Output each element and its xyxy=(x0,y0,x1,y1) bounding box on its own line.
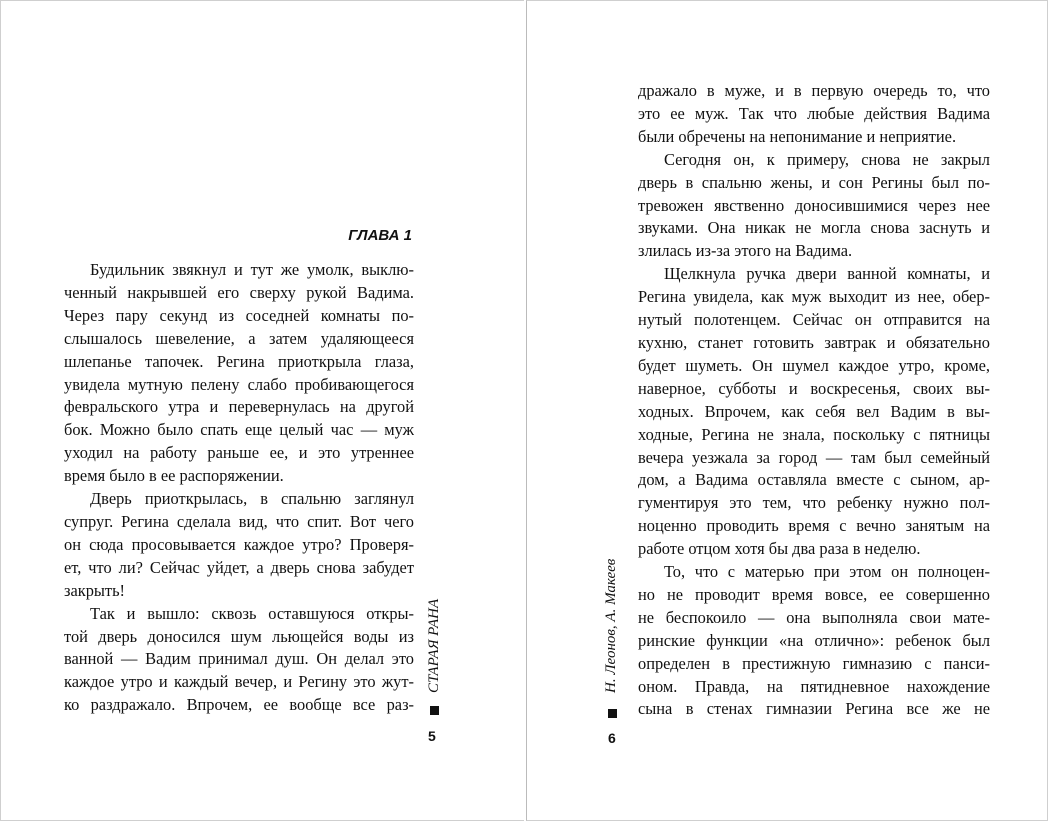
text-line: это ее муж. Так что любые действия Вадима xyxy=(638,103,990,123)
text-line: ванной — Вадим принимал душ. Он делал это xyxy=(64,649,414,669)
text-line: оном. Правда, на пятидневное нахождение xyxy=(638,676,990,696)
text-line: шлепанье тапочек. Регина приоткрыла глаза, xyxy=(64,351,414,371)
text-line: дражало в муже, и в первую очередь то, что xyxy=(638,81,990,100)
text-line: были обречены на непонимание и неприятие. xyxy=(638,126,957,146)
text-line: бок. Можно было спать еще целый час — муж xyxy=(64,420,414,440)
text-line: дверь в спальню жены, и сон Регины был по- xyxy=(638,172,990,192)
text-line: время было в ее распоряжении. xyxy=(64,466,284,486)
text-line: увидела мутную пелену слабо пробивающегося xyxy=(64,374,414,394)
page-number-right: 6 xyxy=(608,730,616,746)
text-line: наверное, субботы и воскресенья, своих вы- xyxy=(638,378,990,398)
text-line: То, что с матерью при этом он полноцен- xyxy=(664,562,990,582)
text-line: кухню, станет готовить завтрак и обязательно xyxy=(638,332,990,352)
text-line: нутый полотенцем. Сейчас он отправится на xyxy=(638,310,990,330)
text-line: не беспокоило — она выполняла свои мате- xyxy=(638,607,990,627)
text-line: слышалось шевеление, а затем удаляющееся xyxy=(64,328,414,348)
text-line: той дверь доносился шум льющейся воды из xyxy=(64,626,414,646)
text-line: ринские функции «на отлично»: ребенок был xyxy=(638,630,990,650)
text-line: февральского утра и перевернулась на другой xyxy=(64,397,414,417)
text-line: дом, а Вадима оставляла вместе с сыном, ар- xyxy=(638,470,990,490)
text-line: злилась из-за этого на Вадима. xyxy=(638,241,853,261)
chapter-title: ГЛАВА 1 xyxy=(348,227,412,244)
right-square-marker-icon xyxy=(608,709,617,718)
text-line: ноценно проводить время с вечно занятым на xyxy=(638,516,990,536)
text-line: ходных. Впрочем, как себя вел Вадим в вы- xyxy=(638,401,990,421)
text-line: Щелкнула ручка двери ванной комнаты, и xyxy=(664,264,990,284)
text-line: Дверь приоткрылась, в спальню заглянул xyxy=(90,489,414,509)
text-line: Будильник звякнул и тут же умолк, выклю- xyxy=(90,260,414,279)
text-line: вечера уезжала за город — там был семейный xyxy=(638,447,990,467)
running-head-title: СТАРАЯ РАНА xyxy=(426,598,442,693)
text-line: тревожен явственно доносившимися через нее xyxy=(638,195,990,215)
text-line: он сюда просовывается каждое утро? Проверя- xyxy=(64,534,414,554)
text-line: ет, что ли? Сейчас уйдет, а дверь снова забудет xyxy=(64,557,414,577)
text-line: Сегодня он, к примеру, снова не закрыл xyxy=(664,149,990,169)
page-number-left: 5 xyxy=(428,728,436,744)
text-line: ченный накрывшей его сверху рукой Вадима. xyxy=(64,282,414,302)
text-line: работе отцом хотя бы два раза в неделю. xyxy=(638,539,921,559)
left-square-marker-icon xyxy=(430,706,439,715)
text-line: Так и вышло: сквозь оставшуюся откры- xyxy=(90,603,414,623)
text-line: Регина увидела, как муж выходит из нее, обер- xyxy=(638,287,990,307)
text-line: закрыть! xyxy=(64,580,126,600)
text-line: Через пару секунд из соседней комнаты по- xyxy=(64,305,414,325)
text-line: сына в стенах гимназии Регина все же не xyxy=(638,699,990,719)
text-line: уходил на работу раньше ее, и это утреннее xyxy=(64,443,414,463)
text-line: определен в престижную гимназию с панси- xyxy=(638,653,990,673)
text-line: звуками. Она никак не могла снова заснуть и xyxy=(638,218,990,238)
right-page-text xyxy=(638,80,990,721)
text-line: ходные, Регина не знала, поскольку с пятницы xyxy=(638,424,990,444)
text-line: гументируя это тем, что ребенку нужно пол- xyxy=(638,493,990,513)
text-line: но не проводит время вовсе, ее совершенно xyxy=(638,584,990,604)
text-line: будет шуметь. Он шумел каждое утро, кроме, xyxy=(638,355,990,375)
left-page-text xyxy=(64,259,414,717)
running-head-authors: Н. Леонов, А. Макеев xyxy=(603,558,619,693)
text-line: супруг. Регина сделала вид, что спит. Вот чего xyxy=(64,511,414,531)
text-line: ко раздражало. Впрочем, ее вообще все раз- xyxy=(64,695,414,715)
text-line: каждое утро и каждый вечер, и Регину это жут- xyxy=(64,672,414,692)
